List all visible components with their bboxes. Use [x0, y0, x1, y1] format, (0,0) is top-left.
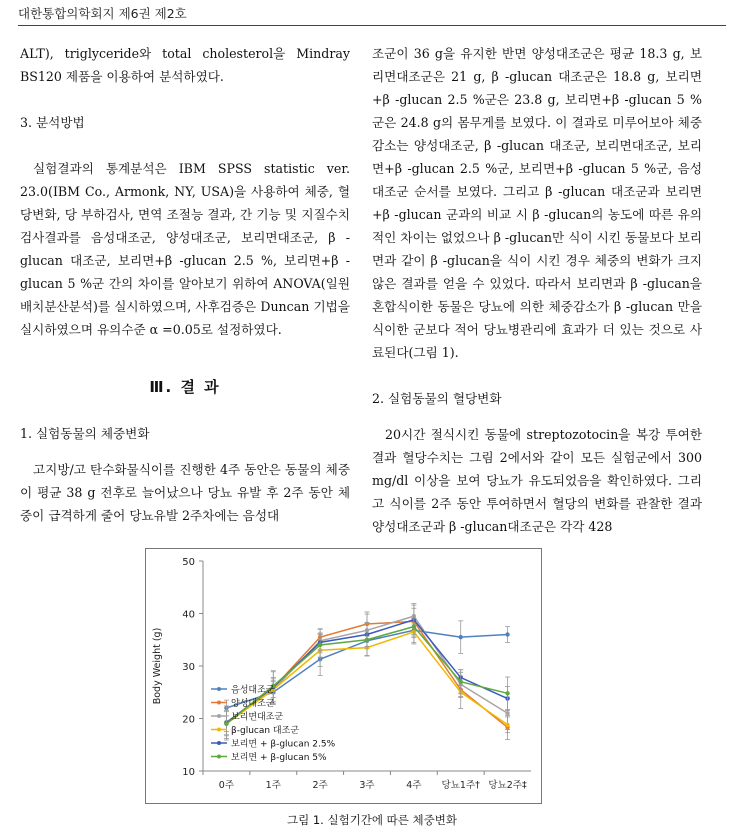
legend-entry: 보리면 + β-glucan 5% [231, 753, 327, 763]
x-tick-label: 3주 [359, 780, 375, 791]
data-point [365, 638, 369, 642]
heading-analysis-method: 3. 분석방법 [20, 115, 85, 130]
legend-marker [217, 701, 221, 705]
data-point [459, 680, 463, 684]
legend-entry: 음성대조군 [231, 685, 275, 696]
x-tick-label: 당뇨2주‡ [488, 780, 527, 791]
data-point [505, 723, 509, 727]
y-tick-label: 40 [182, 609, 195, 621]
right-column [372, 42, 702, 538]
legend-marker [217, 741, 221, 745]
legend-marker [217, 687, 221, 691]
legend-marker [217, 728, 221, 732]
legend-marker [217, 714, 221, 718]
header-rule [18, 25, 726, 26]
x-tick-label: 당뇨1주† [441, 780, 480, 791]
x-tick-label: 1주 [265, 780, 281, 791]
paragraph-methods-end: ALT), triglyceride와 total cholesterol을 Mindray BS120 제품을 이용하여 분석하였다. [20, 46, 350, 84]
data-point [505, 711, 509, 715]
figure-frame [145, 548, 542, 804]
data-point [459, 635, 463, 639]
left-column [20, 42, 350, 527]
data-point [505, 691, 509, 695]
x-tick-label: 4주 [406, 780, 422, 791]
x-tick-label: 0주 [218, 780, 235, 791]
body-weight-chart [146, 549, 541, 803]
y-axis-label: Body Weight (g) [152, 627, 163, 705]
legend-entry: 양성대조군 [231, 699, 275, 709]
legend-entry: 보리면 + β-glucan 2.5% [231, 739, 336, 750]
data-point [505, 632, 509, 636]
data-point [224, 722, 228, 726]
y-tick-label: 30 [182, 662, 195, 673]
legend-entry: β-glucan 대조군 [231, 726, 300, 736]
data-point [412, 624, 416, 628]
y-tick-label: 20 [182, 714, 195, 726]
figure-caption: 그림 1. 실험기간에 따른 체중변화 [286, 813, 457, 827]
data-point [318, 643, 322, 647]
paragraph-weight-results: 조군이 36 g을 유지한 반면 양성대조군은 평균 18.3 g, 보리면대조군은 21 g, β -glucan 대조군은 18.8 g, 보리면+β -glucan 2.5 %군은 23.8 g, 보리면+β -glucan 5 %군은 24.8 g의 몸무게를 보였다. 이 결과로 미루어보아 체중감소는 양성대조군, β -glucan 대조군, 보리면대조군, 보리면+β -glucan 2.5 %군, 보리면+β -glucan 5 %군, 음성대조군 순서를 보였다. 그리고 β -glucan 대조군과 보리면+β -glucan 군과의 비교 시 β -glucan의 농도에 따른 유의적인 차이는 없었으나 β -glucan만 식이 시킨 동물보다 보리면과 같이 β -glucan을 식이 시킨 경우 체중의 변화가 크지 않은 결과를 얻을 수 있었다. 따라서 보리면과 β -glucan을 혼합식이한 동물은 당뇨에 의한 체중감소가 β -glucan 만을 식이한 군보다 적어 당뇨병관리에 효과가 더 있는 것으로 사료된다(그림 1). [372, 46, 702, 360]
y-tick-label: 10 [182, 767, 195, 778]
paragraph-glucose-change: 20시간 절식시킨 동물에 streptozotocin을 복강 투여한 결과 혈당수치는 그림 2에서와 같이 모든 실험군에서 300 mg/dl 이상을 보여 당뇨가 유도되었음을 확인하였다. 그리고 식이를 2주 동안 투여하면서 혈당의 변화를 관찰한 결과 양성대조군과 β -glucan대조군은 각각 428 [372, 427, 702, 534]
paragraph-statistics: 실험결과의 통계분석은 IBM SPSS statistic ver. 23.0(IBM Co., Armonk, NY, USA)을 사용하여 체중, 혈당변화, 당 부하검사, 면역 조절능 결과, 간 기능 및 지질수치 검사결과를 음성대조군, 양성대조군, 보리면대조군, β -glucan 대조군, 보리면+β -glucan 2.5 %, 보리면+β -glucan 5 %군 간의 차이를 알아보기 위하여 ANOVA(일원배치분산분석)를 실시하였으며, 사후검증은 Duncan 기법을 실시하였으며 유의수준 α =0.05로 설정하였다. [20, 161, 350, 337]
legend-entry: 보리면대조군 [231, 712, 284, 723]
x-tick-label: 2주 [312, 780, 328, 791]
heading-weight-change: 1. 실험동물의 체중변화 [20, 426, 150, 441]
legend-marker [217, 755, 221, 759]
journal-header: 대한통합의학회지 제6권 제2호 [18, 6, 187, 21]
section-title-results: Ⅲ. 결 과 [149, 378, 221, 396]
paragraph-weight-change: 고지방/고 탄수화물식이를 진행한 4주 동안은 동물의 체중이 평균 38 g 전후로 늘어났으나 당뇨 유발 후 2주 동안 체중이 급격하게 줄어 당뇨유발 2주차에는 음성대 [20, 462, 350, 523]
heading-glucose-change: 2. 실험동물의 혈당변화 [372, 391, 502, 406]
y-tick-label: 50 [182, 557, 195, 568]
